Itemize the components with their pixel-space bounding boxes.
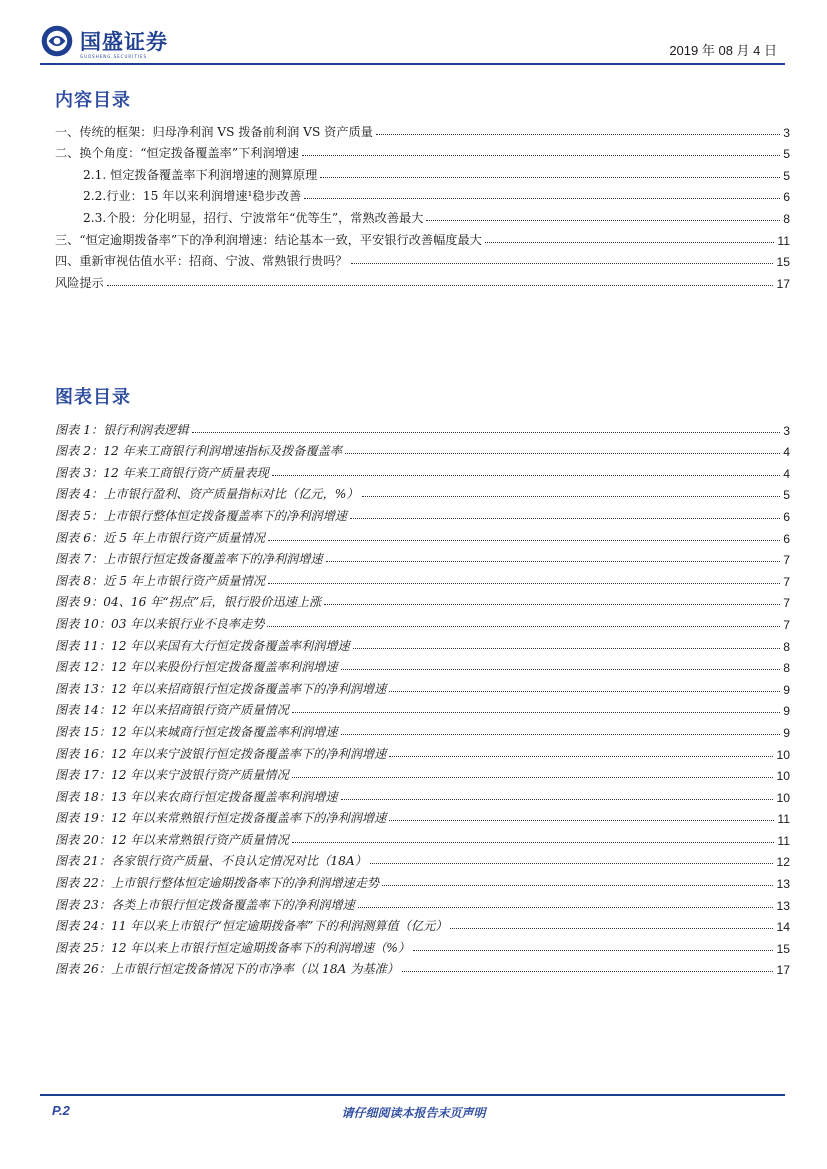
toc-entry-label: 2.1. 恒定拨备覆盖率下利润增速的测算原理: [83, 167, 318, 182]
figures-list: [55, 416, 790, 977]
dot-leader: [402, 971, 773, 972]
dot-leader: [389, 756, 773, 757]
figure-entry-label: 图表 25：12 年以来上市银行恒定逾期拨备率下的利润增速（%）: [55, 940, 411, 955]
guosheng-logo-icon: [40, 24, 74, 58]
figure-entry-page: 6: [783, 531, 790, 546]
figure-entry-label: 图表 4：上市银行盈利、资产质量指标对比（亿元，%）: [55, 487, 359, 502]
dot-leader: [350, 518, 780, 519]
figure-entry-label: 图表 26：上市银行恒定拨备情况下的市净率（以 18A 为基准）: [55, 962, 399, 977]
header-divider: [40, 63, 785, 65]
figure-entry-label: 图表 23：各类上市银行恒定拨备覆盖率下的净利润增速: [55, 897, 355, 912]
brand-subtitle: GUOSHENG SECURITIES: [80, 54, 148, 59]
dot-leader: [370, 863, 774, 864]
dot-leader: [376, 134, 780, 135]
dot-leader: [304, 198, 780, 199]
figure-entry-page: 5: [783, 488, 790, 503]
dot-leader: [358, 907, 774, 908]
dot-leader: [107, 285, 774, 286]
dot-leader: [351, 263, 774, 264]
figure-entry-page: 10: [776, 747, 790, 762]
figure-entry[interactable]: [55, 524, 790, 546]
figure-entry[interactable]: [55, 783, 790, 805]
figure-entry-label: 图表 15：12 年以来城商行恒定拨备覆盖率利润增速: [55, 724, 338, 739]
figure-entry[interactable]: [55, 546, 790, 568]
figure-entry-label: 图表 7：上市银行恒定拨备覆盖率下的净利润增速: [55, 552, 323, 567]
disclaimer-note: 请仔细阅读本报告末页声明: [341, 1106, 486, 1120]
figure-entry-page: 10: [776, 790, 790, 805]
figure-entry[interactable]: [55, 481, 790, 503]
figure-entry-label: 图表 13：12 年以来招商银行恒定拨备覆盖率下的净利润增速: [55, 681, 387, 696]
toc-entry-label: 2.3.个股：分化明显，招行、宁波常年“优等生”，常熟改善最大: [83, 210, 424, 225]
figure-entry-page: 11: [777, 812, 790, 827]
figure-entry-page: 9: [783, 725, 790, 740]
toc-entry-page: 6: [783, 190, 790, 205]
figure-entry[interactable]: [55, 654, 790, 676]
dot-leader: [389, 820, 774, 821]
figure-entry-label: 图表 24：11 年以来上市银行“恒定逾期拨备率”下的利润测算值（亿元）: [55, 919, 448, 934]
toc-entry-page: 5: [783, 168, 790, 183]
figure-entry-page: 7: [783, 617, 790, 632]
toc-entry-page: 17: [776, 276, 790, 291]
dot-leader: [292, 712, 780, 713]
dot-leader: [345, 453, 780, 454]
dot-leader: [389, 691, 780, 692]
figure-entry-page: 8: [783, 661, 790, 676]
figure-entry-label: 图表 19：12 年以来常熟银行恒定拨备覆盖率下的净利润增速: [55, 811, 387, 826]
toc-entry-label: 四、重新审视估值水平：招商、宁波、常熟银行贵吗？: [55, 254, 348, 269]
page-number: P.2: [52, 1103, 70, 1118]
figure-entry[interactable]: [55, 438, 790, 460]
figure-entry-page: 14: [776, 920, 790, 935]
figure-entry[interactable]: [55, 913, 790, 935]
dot-leader: [320, 177, 780, 178]
figure-entry-page: 7: [783, 596, 790, 611]
toc-entry[interactable]: [55, 161, 790, 183]
figure-entry[interactable]: [55, 869, 790, 891]
toc-entry[interactable]: [55, 248, 790, 270]
figure-entry-label: 图表 6：近 5 年上市银行资产质量情况: [55, 530, 265, 545]
toc-entry[interactable]: [55, 226, 790, 248]
figure-entry-page: 13: [776, 877, 790, 892]
figure-entry[interactable]: [55, 632, 790, 654]
toc-entry-label: 风险提示: [55, 275, 104, 290]
dot-leader: [341, 799, 774, 800]
dot-leader: [341, 734, 781, 735]
figure-entry-label: 图表 10：03 年以来银行业不良率走势: [55, 616, 265, 631]
dot-leader: [341, 669, 781, 670]
toc-entry-page: 11: [777, 233, 790, 248]
dot-leader: [382, 885, 773, 886]
dot-leader: [353, 648, 781, 649]
figure-entry-page: 11: [777, 833, 790, 848]
toc-entry-label: 一、传统的框架：归母净利润 VS 拨备前利润 VS 资产质量: [55, 124, 373, 139]
figure-entry[interactable]: [55, 740, 790, 762]
dot-leader: [292, 842, 775, 843]
figure-entry-page: 9: [783, 682, 790, 697]
figure-entry-label: 图表 21：各家银行资产质量、不良认定情况对比（18A）: [55, 854, 367, 869]
figure-entry[interactable]: [55, 848, 790, 870]
toc-entry[interactable]: [55, 118, 790, 140]
figure-entry[interactable]: [55, 502, 790, 524]
company-logo: [40, 24, 168, 58]
toc-entry[interactable]: [55, 140, 790, 162]
figure-entry[interactable]: [55, 416, 790, 438]
toc-entry-label: 三、“恒定逾期拨备率”下的净利润增速：结论基本一致，平安银行改善幅度最大: [55, 232, 482, 247]
toc-entry-label: 二、换个角度：“恒定拨备覆盖率”下利润增速: [55, 146, 300, 161]
dot-leader: [268, 583, 780, 584]
figure-entry-label: 图表 12：12 年以来股份行恒定拨备覆盖率利润增速: [55, 660, 338, 675]
dot-leader: [302, 155, 780, 156]
figure-entry[interactable]: [55, 697, 790, 719]
figure-entry-label: 图表 9：04、16 年“拐点”后，银行股价迅速上涨: [55, 595, 322, 610]
toc-entry-page: 8: [783, 211, 790, 226]
figure-entry-page: 3: [783, 423, 790, 438]
figure-entry-label: 图表 3：12 年来工商银行资产质量表现: [55, 465, 269, 480]
figure-entry-label: 图表 16：12 年以来宁波银行恒定拨备覆盖率下的净利润增速: [55, 746, 387, 761]
dot-leader: [485, 242, 775, 243]
contents-title: 内容目录: [55, 90, 131, 111]
toc-entry-page: 5: [783, 147, 790, 162]
dot-leader: [192, 432, 781, 433]
figure-entry-label: 图表 22：上市银行整体恒定逾期拨备率下的净利润增速走势: [55, 876, 380, 891]
figure-entry-label: 图表 18：13 年以来农商行恒定拨备覆盖率利润增速: [55, 789, 338, 804]
figure-entry[interactable]: [55, 826, 790, 848]
figure-entry-page: 7: [783, 553, 790, 568]
figure-entry[interactable]: [55, 675, 790, 697]
figure-entry-page: 13: [776, 898, 790, 913]
figure-entry-label: 图表 14：12 年以来招商银行资产质量情况: [55, 703, 289, 718]
toc-entry[interactable]: [55, 269, 790, 291]
figure-entry-label: 图表 20：12 年以来常熟银行资产质量情况: [55, 832, 289, 847]
figure-entry[interactable]: [55, 718, 790, 740]
figure-entry-page: 10: [776, 769, 790, 784]
dot-leader: [324, 604, 780, 605]
figure-entry[interactable]: [55, 610, 790, 632]
figure-entry-page: 8: [783, 639, 790, 654]
toc-entry-page: 15: [776, 255, 790, 270]
dot-leader: [362, 496, 781, 497]
brand-name: 国盛证券: [80, 30, 168, 54]
figure-entry[interactable]: [55, 956, 790, 978]
figure-entry-page: 17: [776, 963, 790, 978]
figure-entry-page: 12: [776, 855, 790, 870]
figure-entry-label: 图表 11：12 年以来国有大行恒定拨备覆盖率利润增速: [55, 638, 350, 653]
figure-entry[interactable]: [55, 762, 790, 784]
figure-entry-label: 图表 2：12 年来工商银行利润增速指标及拨备覆盖率: [55, 444, 342, 459]
dot-leader: [450, 928, 773, 929]
figure-entry[interactable]: [55, 567, 790, 589]
figure-entry-label: 图表 17：12 年以来宁波银行资产质量情况: [55, 768, 289, 783]
figure-entry-label: 图表 8：近 5 年上市银行资产质量情况: [55, 573, 265, 588]
figure-entry-page: 4: [783, 466, 790, 481]
dot-leader: [426, 220, 780, 221]
dot-leader: [272, 475, 780, 476]
figure-entry-page: 9: [783, 704, 790, 719]
figures-title: 图表目录: [55, 387, 131, 408]
figure-entry-page: 4: [783, 445, 790, 460]
figure-entry-page: 6: [783, 509, 790, 524]
toc-entry-label: 2.2.行业：15 年以来利润增速¹稳步改善: [83, 189, 302, 204]
figure-entry[interactable]: [55, 589, 790, 611]
figure-entry-page: 15: [776, 941, 790, 956]
figure-entry-label: 图表 5：上市银行整体恒定拨备覆盖率下的净利润增速: [55, 508, 347, 523]
dot-leader: [268, 540, 780, 541]
figure-entry[interactable]: [55, 934, 790, 956]
footer-divider: [40, 1094, 785, 1096]
dot-leader: [292, 777, 774, 778]
figure-entry[interactable]: [55, 891, 790, 913]
contents-list: [55, 118, 790, 291]
figure-entry[interactable]: [55, 805, 790, 827]
report-date: 2019 年 08 月 4 日: [669, 43, 777, 58]
figure-entry-page: 7: [783, 574, 790, 589]
page-header: [40, 18, 785, 68]
figure-entry-label: 图表 1：银行利润表逻辑: [55, 422, 189, 437]
toc-entry[interactable]: [55, 183, 790, 205]
dot-leader: [413, 950, 773, 951]
dot-leader: [267, 626, 780, 627]
toc-entry-page: 3: [783, 125, 790, 140]
figure-entry[interactable]: [55, 459, 790, 481]
toc-entry[interactable]: [55, 204, 790, 226]
dot-leader: [326, 561, 781, 562]
